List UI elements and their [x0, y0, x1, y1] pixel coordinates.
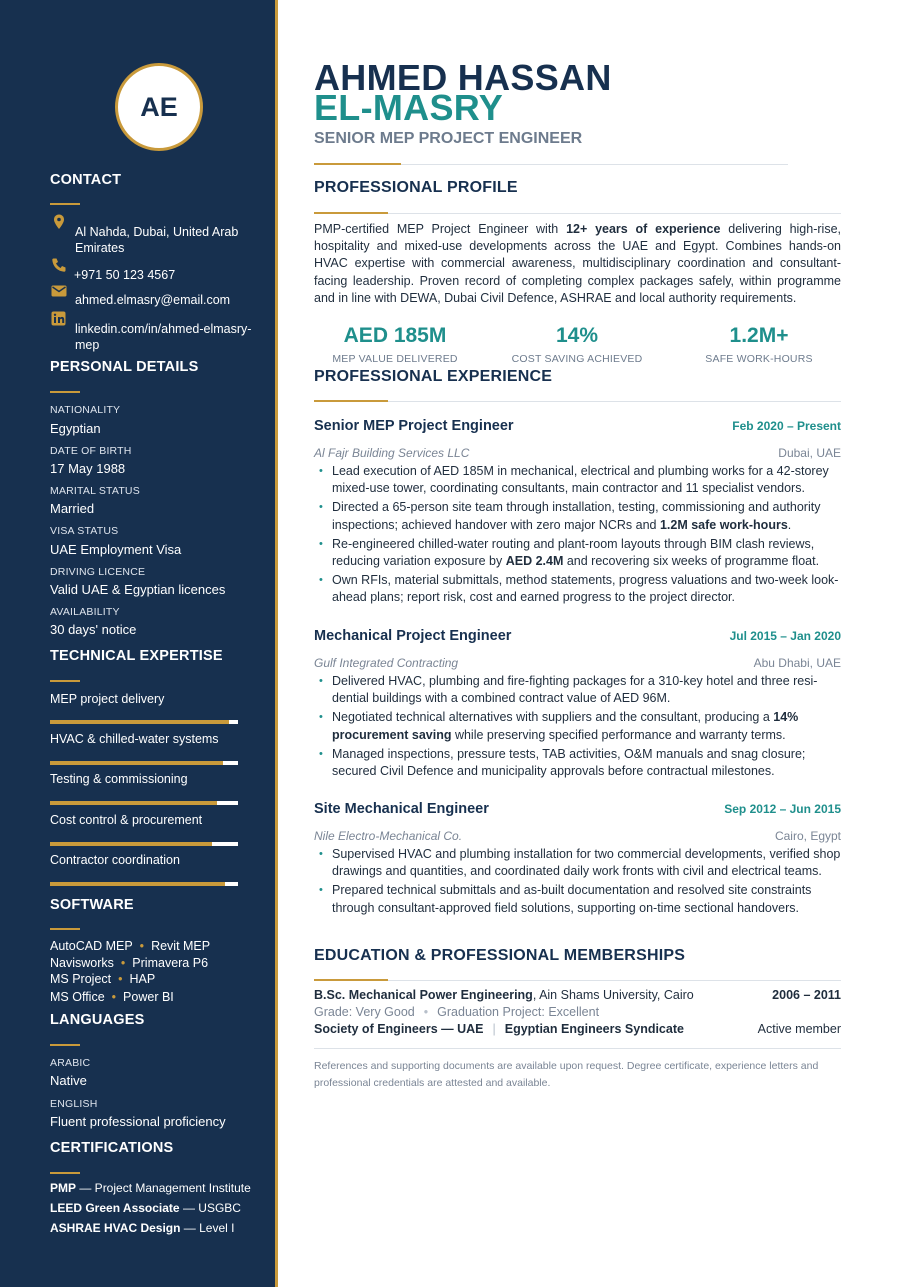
language-level: Native — [50, 1073, 87, 1088]
licence-value: Valid UAE & Egyptian licences — [50, 582, 226, 597]
profile-heading: PROFESSIONAL PROFILE — [314, 179, 518, 196]
bullet-highlight: 14% procurement saving — [332, 710, 799, 742]
software-item: HAP — [129, 972, 156, 986]
certification-issuer: — Project Management Institute — [76, 1181, 251, 1195]
software-item: Primavera P6 — [132, 956, 209, 970]
bullet-text: Re-engineered chilled-water routing and plant-room layouts through BIM clash reviews, reducing variation exposure by — [332, 536, 815, 569]
role-company: Al Fajr Building Services LLC — [314, 446, 470, 460]
title-gold-rule — [314, 163, 401, 165]
job-title: SENIOR MEP PROJECT ENGINEER — [314, 130, 583, 147]
contact-heading: CONTACT — [50, 172, 122, 188]
skill-name: Cost control & procurement — [50, 813, 203, 827]
skill-name: HVAC & chilled-water systems — [50, 732, 219, 746]
skill-name: Testing & commissioning — [50, 772, 188, 786]
stat-card — [669, 324, 849, 365]
separator-dot: • — [139, 939, 145, 953]
contact-phone-text[interactable]: +971 50 123 4567 — [74, 268, 176, 282]
software-item: MS Project — [50, 972, 112, 986]
visa-label: VISA STATUS — [50, 525, 119, 537]
software-item: AutoCAD MEP — [50, 939, 133, 953]
certification-name: ASHRAE HVAC Design — [50, 1221, 181, 1235]
stat-label: SAFE WORK-HOURS — [705, 353, 813, 365]
role-dates: Feb 2020 – Present — [732, 419, 841, 433]
footnote: References and supporting documents are available upon request. Degree certificate, experience letters and professional credentials are attested and available. — [314, 1060, 819, 1089]
role-company: Nile Electro-Mechanical Co. — [314, 829, 463, 843]
school-name: , Ain Shams University, Cairo — [532, 988, 694, 1002]
personal-rule — [50, 391, 80, 393]
profile-text: delivering high-rise, hospitality and mixed-use developments across the UAE and Egypt. Combines hands-on HVAC expertise with commercial awareness, multidisciplinary coordination and consultant-facing leadership. Proven record of completing complex packages safely, within programme and in line with DEWA, Dubai Civil Defence, ASHRAE and local authority requirements. — [314, 222, 841, 305]
membership-separator: | — [492, 1022, 496, 1036]
linkedin-icon — [50, 310, 68, 328]
education-divider — [388, 980, 841, 981]
profile-gold-rule — [314, 212, 388, 214]
bullet-item — [314, 572, 841, 606]
education-block — [314, 987, 841, 1038]
name-line-1: AHMED HASSAN — [314, 57, 612, 98]
availability-value: 30 days' notice — [50, 622, 137, 637]
bullet-item — [314, 536, 841, 570]
sidebar — [0, 0, 278, 1287]
contact-section — [50, 172, 250, 188]
languages-heading: LANGUAGES — [50, 1012, 145, 1028]
skill-bar — [50, 801, 238, 805]
name-line-2: EL-MASRY — [314, 87, 504, 128]
bullet-text: while preserving specified performance and warranty terms. — [451, 727, 786, 742]
profile-divider — [388, 213, 841, 214]
software-row — [50, 956, 208, 970]
certification-issuer: — Level I — [180, 1221, 235, 1235]
membership-status: Active member — [757, 1022, 841, 1036]
membership-item: Society of Engineers — UAE — [314, 1022, 484, 1036]
contact-linkedin-text[interactable]: linkedin.com/in/ahmed-elmasry-mep — [75, 322, 252, 352]
role-company: Gulf Integrated Contracting — [314, 656, 459, 670]
bullet-highlight: 1.2M safe work-hours — [659, 517, 788, 532]
certification-issuer: — USGBC — [179, 1201, 241, 1215]
bullet-text: Delivered HVAC, plumbing and fire-fighting packages for a 310-key hotel and three resi-dential buildings with a combined contract value of AED 96M. — [332, 674, 818, 706]
bullet-item — [314, 746, 841, 780]
bullet-text: Prepared technical submittals and as-built documentation and resolved site constraints through consultant-approved field solutions, supporting on-time sectional handovers. — [332, 883, 812, 915]
role-location: Dubai, UAE — [778, 446, 841, 460]
dob-label: DATE OF BIRTH — [50, 445, 132, 457]
education-gold-rule — [314, 979, 388, 981]
degree-grade: Grade: Very Good — [314, 1005, 415, 1019]
footer-divider — [314, 1048, 841, 1049]
experience-entry — [314, 628, 841, 782]
marital-value: Married — [50, 501, 95, 516]
role-title: Mechanical Project Engineer — [314, 628, 512, 644]
dob-value: 17 May 1988 — [50, 461, 126, 476]
certification-item — [50, 1201, 241, 1215]
role-bullets — [314, 463, 841, 607]
skill-bar-fill — [50, 761, 223, 765]
certifications-section — [50, 1140, 250, 1156]
bullet-highlight: AED 2.4M — [505, 554, 564, 569]
bullet-item — [314, 709, 841, 743]
stat-label: MEP VALUE DELIVERED — [332, 353, 458, 365]
separator-dot: • — [120, 956, 126, 970]
availability-label: AVAILABILITY — [50, 606, 120, 618]
contact-email-text[interactable]: ahmed.elmasry@email.com — [75, 293, 231, 307]
role-location: Abu Dhabi, UAE — [753, 656, 841, 670]
expertise-heading: TECHNICAL EXPERTISE — [50, 648, 223, 664]
bullet-item — [314, 499, 841, 533]
profile-highlight: 12+ years of experience — [566, 222, 721, 236]
membership-item: Egyptian Engineers Syndicate — [504, 1022, 684, 1036]
degree-row — [314, 987, 841, 1004]
contact-address-text: Al Nahda, Dubai, United Arab Emirates — [75, 225, 239, 255]
graduation-project: Graduation Project: Excellent — [437, 1005, 600, 1019]
languages-rule — [50, 1044, 80, 1046]
licence-label: DRIVING LICENCE — [50, 566, 146, 578]
role-bullets — [314, 673, 841, 780]
bullet-text: Lead execution of AED 185M in mechanical, electrical and plumbing works for a 42-storey mixed-use tower, coordinating consultants, main contractor and 11 specialist vendors. — [332, 464, 829, 496]
language-level: Fluent professional proficiency — [50, 1114, 226, 1129]
degree-years: 2006 – 2011 — [772, 988, 841, 1002]
separator-dot: • — [111, 990, 117, 1004]
role-bullets — [314, 846, 841, 917]
degree-name: B.Sc. Mechanical Power Engineering — [314, 988, 533, 1002]
bullet-item — [314, 846, 841, 880]
grade-row — [314, 1004, 841, 1021]
stat-label: COST SAVING ACHIEVED — [511, 353, 643, 365]
skill-name: Contractor coordination — [50, 853, 180, 867]
role-title: Site Mechanical Engineer — [314, 801, 489, 817]
bullet-text: Own RFIs, material submittals, method statements, progress valuations and two-week look-ahead plans; report risk, cost and earned progress to the project director. — [332, 573, 839, 605]
title-divider — [401, 164, 788, 165]
profile-text: PMP-certified MEP Project Engineer with — [314, 222, 567, 236]
bullet-text: Negotiated technical alternatives with suppliers and the consultant, producing a — [332, 710, 774, 725]
avatar: AE — [115, 63, 203, 151]
membership-row — [314, 1021, 841, 1038]
software-item: Power BI — [123, 990, 174, 1004]
bullet-item — [314, 463, 841, 497]
separator-dot: • — [118, 972, 123, 986]
skill-bar-fill — [50, 842, 212, 846]
software-row — [50, 972, 155, 986]
software-item: Revit MEP — [151, 939, 211, 953]
certification-item — [50, 1221, 235, 1235]
education-heading: EDUCATION & PROFESSIONAL MEMBERSHIPS — [314, 947, 686, 964]
experience-divider — [388, 401, 841, 402]
profile-summary — [314, 221, 841, 307]
separator-dot: • — [423, 1005, 429, 1019]
stat-card — [305, 324, 485, 365]
certification-item — [50, 1181, 251, 1195]
software-row — [50, 939, 210, 953]
skill-name: MEP project delivery — [50, 692, 165, 706]
certifications-rule — [50, 1172, 80, 1174]
software-item: Navisworks — [50, 956, 114, 970]
expertise-section — [50, 648, 250, 664]
certification-name: PMP — [50, 1181, 77, 1195]
personal-heading: PERSONAL DETAILS — [50, 359, 199, 375]
experience-entry — [314, 801, 841, 919]
experience-entry — [314, 418, 841, 609]
skill-bar — [50, 882, 238, 886]
role-title: Senior MEP Project Engineer — [314, 418, 514, 434]
stat-value: 1.2M+ — [729, 324, 789, 347]
bullet-item — [314, 673, 841, 707]
visa-value: UAE Employment Visa — [50, 542, 182, 557]
skill-bar-fill — [50, 801, 217, 805]
skill-bar-fill — [50, 720, 229, 724]
software-heading: SOFTWARE — [50, 897, 134, 913]
stat-value: 14% — [555, 324, 599, 347]
phone-icon — [50, 256, 68, 274]
bullet-text: Supervised HVAC and plumbing installation for two commercial developments, verified shop drawings and quantities, and coordinated daily work fronts with civil and electrical teams. — [332, 847, 841, 879]
bullet-text: . — [787, 517, 792, 532]
stat-value: AED 185M — [343, 324, 447, 347]
bullet-text: Managed inspections, pressure tests, TAB activities, O&M manuals and snag closure; secured Civil Defence and municipality approvals before contractual milestones. — [332, 746, 806, 779]
software-item: MS Office — [50, 990, 105, 1004]
software-rule — [50, 928, 80, 930]
role-dates: Jul 2015 – Jan 2020 — [729, 629, 841, 643]
expertise-rule — [50, 680, 80, 682]
languages-section — [50, 1012, 250, 1028]
personal-section — [50, 359, 250, 375]
experience-heading: PROFESSIONAL EXPERIENCE — [314, 368, 553, 385]
location-pin-icon — [50, 213, 68, 231]
skill-bar — [50, 761, 238, 765]
language-label: ARABIC — [50, 1057, 91, 1069]
certification-name: LEED Green Associate — [50, 1201, 180, 1215]
stat-card — [487, 324, 667, 365]
skill-bar-fill — [50, 882, 225, 886]
nationality-label: NATIONALITY — [50, 404, 121, 416]
bullet-text: and recovering six weeks of programme float. — [563, 554, 820, 569]
role-dates: Sep 2012 – Jun 2015 — [724, 802, 841, 816]
skill-bar — [50, 842, 238, 846]
certifications-heading: CERTIFICATIONS — [50, 1140, 174, 1156]
marital-label: MARITAL STATUS — [50, 485, 140, 497]
software-row — [50, 990, 174, 1004]
experience-gold-rule — [314, 400, 388, 402]
language-label: ENGLISH — [50, 1098, 98, 1110]
nationality-value: Egyptian — [50, 421, 101, 436]
bullet-item — [314, 882, 841, 916]
contact-rule — [50, 203, 80, 205]
software-section — [50, 897, 250, 913]
role-location: Cairo, Egypt — [774, 829, 841, 843]
bullet-text: Directed a 65-person site team through installation, testing, commissioning and authority inspections; achieved handover with zero major NCRs and — [332, 500, 821, 532]
email-icon — [50, 282, 68, 300]
skill-bar — [50, 720, 238, 724]
